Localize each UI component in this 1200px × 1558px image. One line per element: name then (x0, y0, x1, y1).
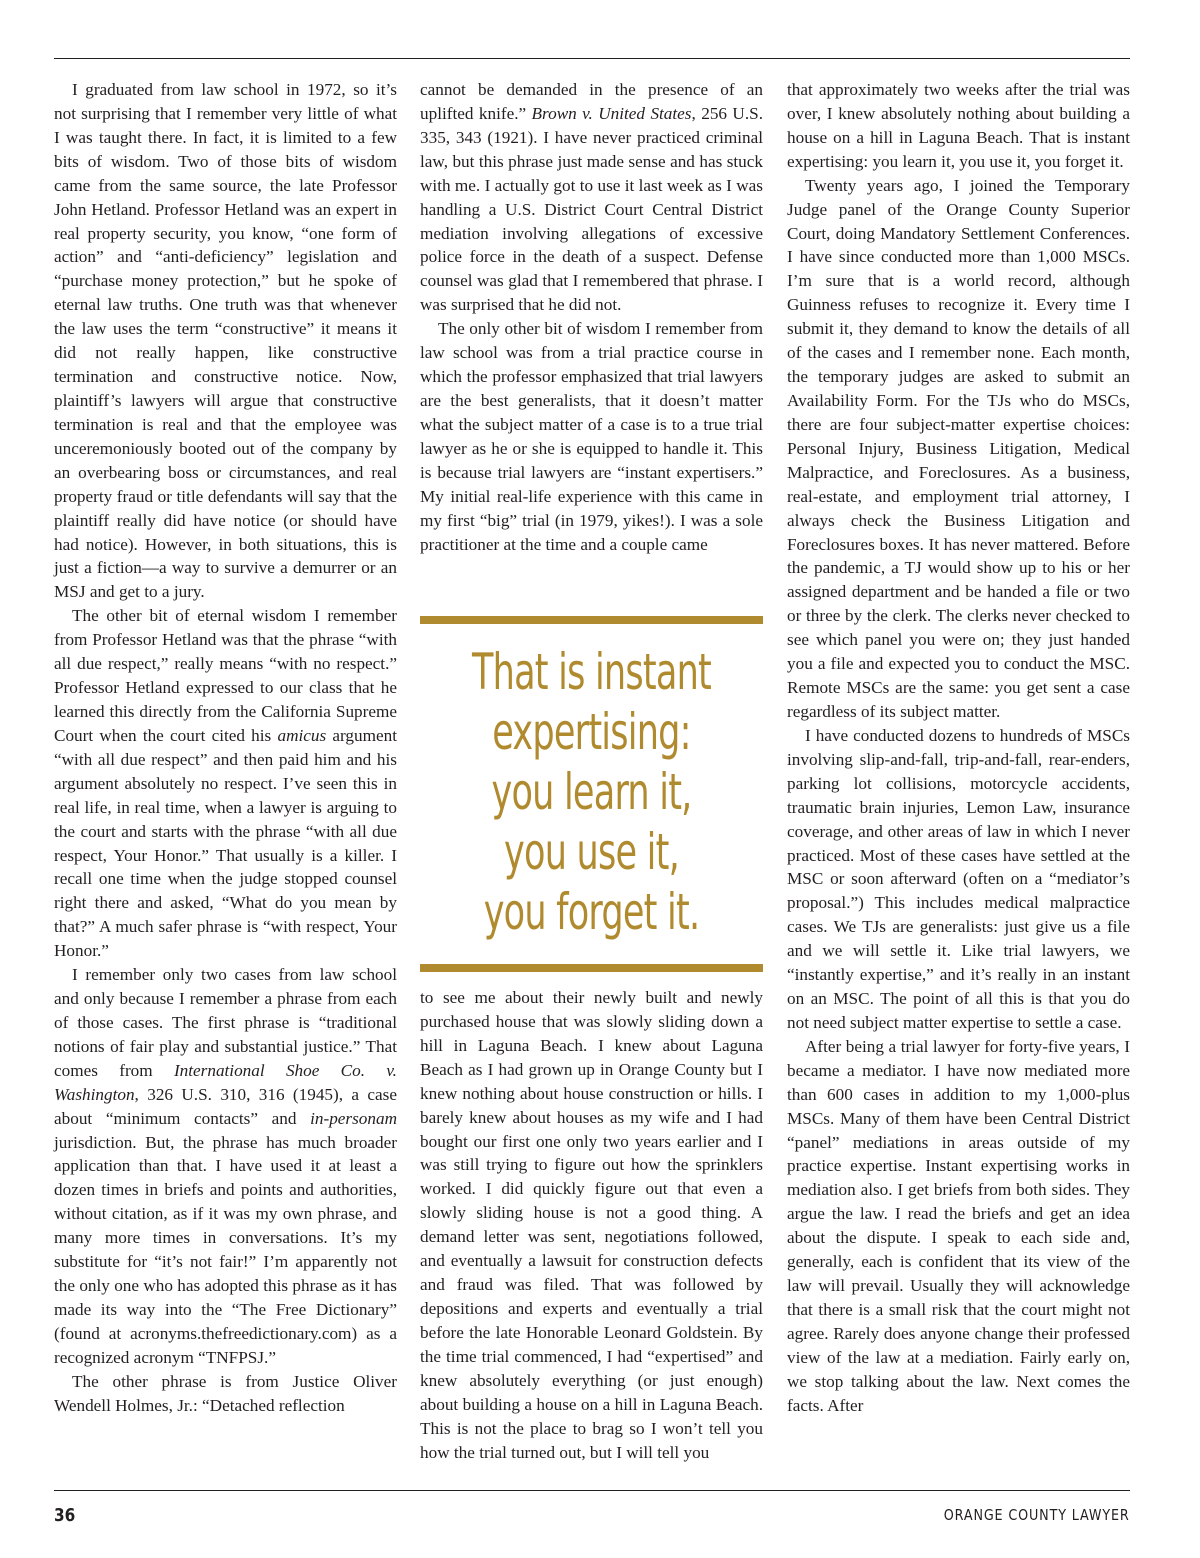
header-rule (54, 58, 1130, 59)
paragraph: Twenty years ago, I joined the Temporary Judge panel of the Orange County Superior Court, doing Mandatory Settlement Conferences. I have since conducted more than 1,000 MSCs. I’m sure that is a world record, although Guinness refuses to recognize it. Every time I submit it, they demand to know the details of all of the cases and I remember none. Each month, the temporary judges are asked to submit an Availability Form. For the TJs who do MSCs, there are four subject-matter expertise choices: Personal Injury, Business Litigation, Medical Malpractice, and Foreclosures. As a business, real-estate, and employment trial attorney, I always check the Business Litigation and Foreclosures boxes. It has never mattered. Before the pandemic, a TJ would show up to his or her assigned department and be handed a file or two or three by the clerk. The clerks never checked to see which panel you were on; they just handed you a file and expected you to conduct the MSC. Remote MSCs are the same: you get sent a case regardless of its subject matter. (787, 175, 1130, 721)
article-column-1 (54, 78, 397, 1418)
article-column-3 (787, 78, 1130, 1418)
paragraph: that approximately two weeks after the trial was over, I knew absolutely nothing about building a house on a hill in Laguna Beach. That is instant expertising: you learn it, you use it, you forget it. (787, 80, 1130, 171)
paragraph: The only other bit of wisdom I remember from law school was from a trial practice course in which the professor emphasized that trial lawyers are the best generalists, that it doesn’t matter what the subject matter of a case is to a true trial lawyer as he or she is equipped to handle it. This is because trial lawyers are “instant expertisers.” My initial real-life experience with this came in my first “big” trial (in 1979, yikes!). I was a sole practitioner at the time and a couple came (420, 319, 763, 554)
pull-quote-line: you use it, (504, 823, 679, 881)
pull-quote-text (420, 642, 763, 942)
pull-quote-bottom-bar (420, 964, 763, 972)
paragraph: cannot be demanded in the presence of an uplifted knife.” Brown v. United States, 256 U.S. 335, 343 (1921). I have never practiced criminal law, but this phrase just made sense and has stuck with me. I actually got to use it last week as I was handling a U.S. District Court Central District mediation involving allegations of excessive police force in the death of a suspect. Defense counsel was glad that I remembered that phrase. I was surprised that he did not. (420, 80, 763, 315)
pull-quote-line: That is instant (471, 643, 712, 701)
article-column-2 (420, 78, 763, 556)
pull-quote-top-bar (420, 616, 763, 624)
paragraph: I graduated from law school in 1972, so it’s not surprising that I remember very little of what I was taught there. In fact, it is limited to a few bits of wisdom. Two of those bits of wisdom came from the same source, the late Professor John Hetland. Professor Hetland was an expert in real property security, you know, “one form of action” and “anti-deficiency” legislation and “purchase money protection,” but he spoke of eternal law truths. One truth was that whenever the law uses the term “constructive” it means it did not really happen, like constructive termination and constructive notice. Now, plaintiff’s lawyers will argue that constructive termination is real and that the employee was unceremoniously booted out of the company by an overbearing boss or circumstances, and real property fraud or title defendants will say that the plaintiff really did have notice (or should have had notice). However, in both situations, this is just a fiction—a way to survive a demurrer or an MSJ and get to a jury. (54, 80, 397, 602)
paragraph: I remember only two cases from law school and only because I remember a phrase from each of those cases. The first phrase is “traditional notions of fair play and substantial justice.” That comes from International Shoe Co. v. Washington, 326 U.S. 310, 316 (1945), a case about “minimum contacts” and in-personam jurisdiction. But, the phrase has much broader application than that. I have used it at least a dozen times in briefs and points and authorities, without citation, as if it was my own phrase, and many more times in conversations. It’s my substitute for “it’s not fair!” I’m apparently not the only one who has adopted this phrase as it has made its way into the “The Free Dictionary” (found at acronyms.thefreedictionary.com) as a recognized acronym “TNFPSJ.” (54, 965, 397, 1367)
article-column-2-continued (420, 986, 763, 1464)
page-number: 36 (54, 1505, 76, 1526)
magazine-name: ORANGE COUNTY LAWYER (944, 1506, 1130, 1524)
paragraph: I have conducted dozens to hundreds of MSCs involving slip-and-fall, trip-and-fall, rear-enders, parking lot collisions, motorcycle accidents, traumatic brain injuries, Lemon Law, insurance coverage, and other areas of law in which I never practiced. Most of these cases have settled at the MSC or soon afterward (often on a “mediator’s proposal.”) This includes medical malpractice cases. We TJs are generalists: just give us a file and we will settle it. Like trial lawyers, we “instantly expertise,” and it’s really in an instant on an MSC. The point of all this is that you do not need subject matter expertise to settle a case. (787, 725, 1130, 1032)
pull-quote-line: expertising: (492, 703, 691, 761)
pull-quote-line: you learn it, (491, 763, 692, 821)
pull-quote-line: you forget it. (483, 883, 700, 941)
paragraph: to see me about their newly built and newly purchased house that was slowly sliding down a hill in Laguna Beach. I knew about Laguna Beach as I had grown up in Orange County but I knew nothing about house construction or hills. I barely knew about houses as my wife and I had bought our first one only two years earlier and I was still trying to figure out how the sprinklers worked. I did quickly figure out that even a slowly sliding house is not a good thing. A demand letter was sent, negotiations followed, and eventually a lawsuit for construction defects and fraud was filed. That was followed by depositions and experts and eventually a trial before the late Honorable Leonard Goldstein. By the time trial commenced, I had “expertised” and knew absolutely everything (or just enough) about building a house on a hill in Laguna Beach. This is not the place to brag so I won’t tell you how the trial turned out, but I will tell you (420, 988, 763, 1462)
paragraph: The other bit of eternal wisdom I remember from Professor Hetland was that the phrase “with all due respect,” really means “with no respect.” Professor Hetland expressed to our class that he learned this directly from the California Supreme Court when the court cited his amicus argument “with all due respect” and then paid him and his argument absolutely no respect. I’ve seen this in real life, in real time, when a lawyer is arguing to the court and starts with the phrase “with all due respect, Your Honor.” That usually is a killer. I recall one time when the judge stopped counsel right there and asked, “What do you mean by that?” A much safer phrase is “with respect, Your Honor.” (54, 606, 397, 961)
paragraph: After being a trial lawyer for forty-five years, I became a mediator. I have now mediated more than 600 cases in addition to my 1,000-plus MSCs. Many of them have been Central District “panel” mediations in areas outside of my practice expertise. Instant expertising works in mediation also. I get briefs from both sides. They argue the law. I read the briefs and get an idea about the dispute. I speak to each side and, generally, each is confident that its view of the law will prevail. Usually they will acknowledge that there is a small risk that the court might not agree. Rarely does anyone change their professed view of the law at a mediation. Fairly early on, we stop talking about the law. Next comes the facts. After (787, 1036, 1130, 1415)
paragraph: The other phrase is from Justice Oliver Wendell Holmes, Jr.: “Detached reflection (54, 1371, 397, 1415)
pull-quote (420, 616, 763, 972)
footer-rule (54, 1490, 1130, 1491)
